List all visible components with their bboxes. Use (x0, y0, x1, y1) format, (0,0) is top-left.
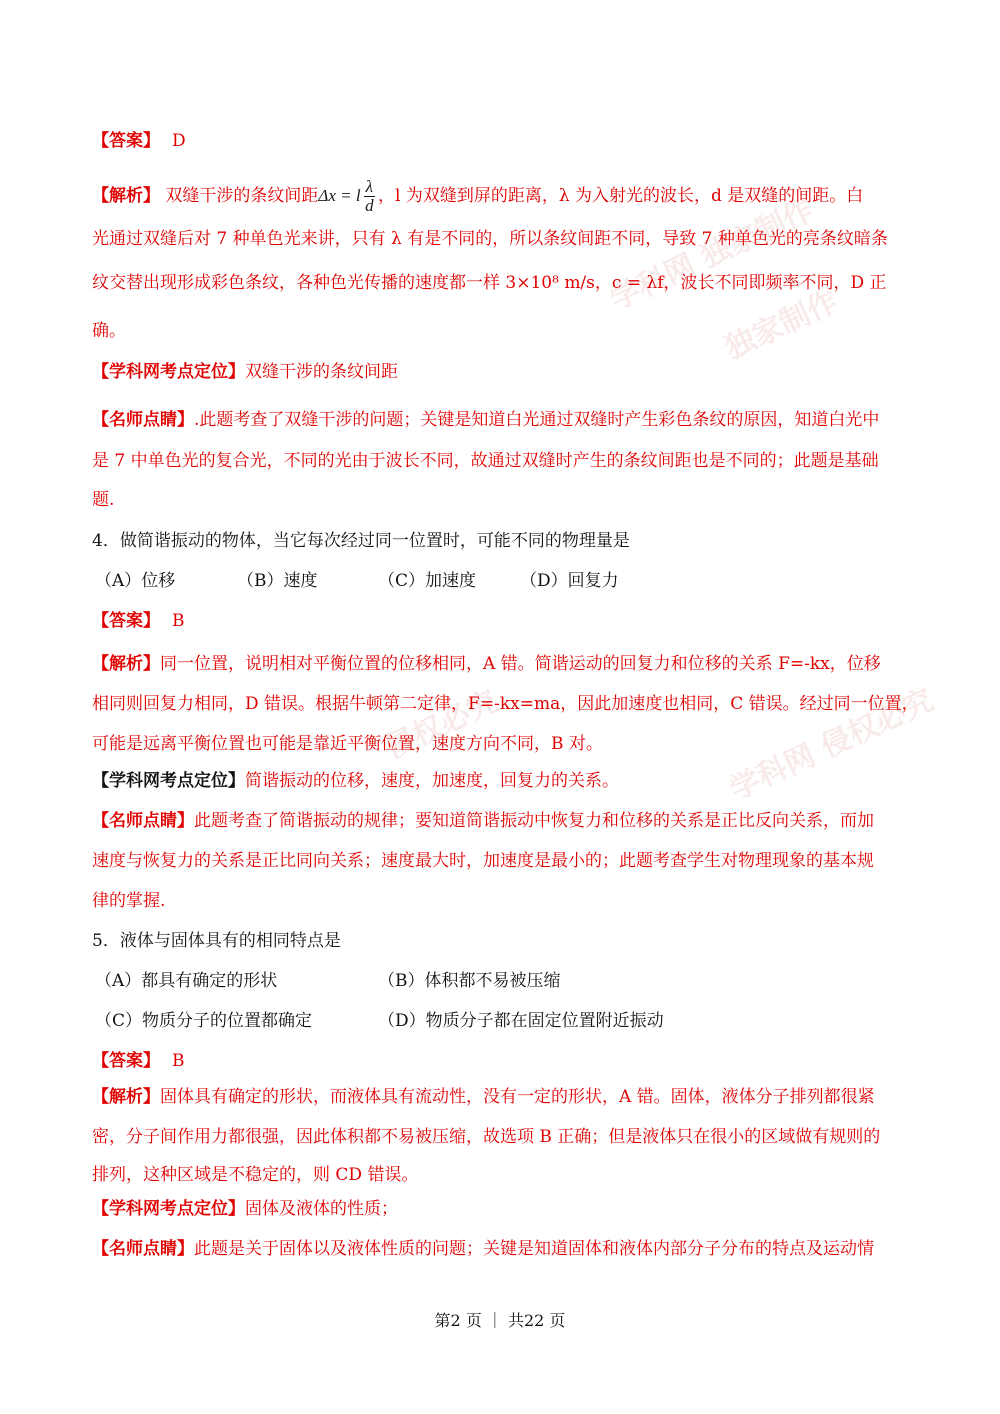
answer-value: D (172, 131, 186, 151)
analysis-text: ，l 为双缝到屏的距离，λ 为入射光的波长，d 是双缝的间距。白 (378, 186, 864, 206)
q3-analysis-line-4: 确。 (92, 321, 126, 341)
q5-answer (92, 1050, 912, 1072)
page-footer: 第2 页 ｜ 共22 页 (434, 1311, 566, 1330)
q4-option-d: （D）回复力 (520, 571, 619, 591)
q5-point (92, 1198, 912, 1220)
q3-comment-line-2: 是 7 中单色光的复合光，不同的光由于波长不同，故通过双缝时产生的条纹间距也是不同的；此题是基础 (92, 451, 879, 471)
q4-analysis-line-3: 可能是远离平衡位置也可能是靠近平衡位置，速度方向不同，B 对。 (92, 734, 603, 754)
answer-tag: 【答案】 (92, 131, 160, 151)
q3-comment-line-3: 题. (92, 490, 115, 510)
analysis-text: 双缝干涉的条纹间距 (165, 186, 319, 206)
q5-analysis-line-1 (92, 1086, 912, 1108)
comment-text: 此题是关于固体以及液体性质的问题；关键是知道固体和液体内部分子分布的特点及运动情 (194, 1239, 874, 1259)
q3-answer (92, 130, 912, 152)
q3-point (92, 361, 912, 383)
comment-tag: 【名师点睛】 (92, 1239, 194, 1259)
q5-stem: 5．液体与固体具有的相同特点是 (92, 931, 341, 951)
q3-comment-line-1 (92, 409, 912, 431)
q4-analysis-line-2: 相同则回复力相同，D 错误。根据牛顿第二定律，F=-kx=ma，因此加速度也相同，C 错误。经过同一位置， (92, 694, 919, 714)
q4-option-c: （C）加速度 (378, 571, 477, 591)
point-tag: 【学科网考点定位】 (92, 1199, 245, 1219)
answer-tag: 【答案】 (92, 611, 160, 631)
q4-point (92, 770, 912, 792)
comment-tag: 【名师点睛】 (92, 811, 194, 831)
q4-comment-line-1 (92, 810, 912, 832)
q5-option-d: （D）物质分子都在固定位置附近振动 (378, 1011, 664, 1031)
watermark: 学科网 独家制作 (604, 192, 820, 318)
point-text: 简谐振动的位移，速度，加速度，回复力的关系。 (245, 771, 619, 791)
answer-value: B (172, 611, 185, 631)
q3-analysis-line-1 (92, 178, 912, 215)
q3-analysis-line-2: 光通过双缝后对 7 种单色光来讲，只有 λ 有是不同的，所以条纹间距不同，导致 7 种单色光的亮条纹暗条 (92, 229, 888, 249)
point-tag: 【学科网考点定位】 (92, 362, 245, 382)
q4-comment-line-3: 律的掌握. (92, 891, 166, 911)
comment-tag: 【名师点睛】 (92, 410, 194, 430)
watermark: 侵权必究 (379, 683, 504, 767)
q5-analysis-line-2: 密，分子间作用力都很强，因此体积都不易被压缩，故选项 B 正确；但是液体只在很小的区域做有规则的 (92, 1127, 881, 1147)
comment-text: .此题考查了双缝干涉的问题；关键是知道白光通过双缝时产生彩色条纹的原因，知道白光中 (194, 410, 880, 430)
point-text: 双缝干涉的条纹间距 (245, 362, 398, 382)
q4-stem: 4．做简谐振动的物体，当它每次经过同一位置时，可能不同的物理量是 (92, 531, 630, 551)
q4-option-b: （B）速度 (237, 571, 318, 591)
q3-analysis-line-3: 纹交替出现形成彩色条纹，各种色光传播的速度都一样 3×10⁸ m/s，c = λf，波长不同即频率不同，D 正 (92, 273, 887, 293)
point-tag: 【学科网考点定位】 (92, 771, 245, 791)
watermark: 学科网 侵权必究 (724, 682, 940, 808)
point-text: 固体及液体的性质； (245, 1199, 398, 1219)
answer-value: B (172, 1051, 185, 1071)
watermark: 独家制作 (719, 283, 844, 367)
formula-fraction: $\frac{\lambda}{d}$ (365, 177, 374, 215)
q5-comment-line-1 (92, 1238, 912, 1260)
analysis-text: 固体具有确定的形状，而液体具有流动性，没有一定的形状，A 错。固体，液体分子排列都很紧 (160, 1087, 875, 1107)
q4-comment-line-2: 速度与恢复力的关系是正比同向关系；速度最大时，加速度是最小的；此题考查学生对物理现象的基本规 (92, 851, 874, 871)
q5-option-b: （B）体积都不易被压缩 (378, 971, 561, 991)
analysis-text: 同一位置，说明相对平衡位置的位移相同，A 错。简谐运动的回复力和位移的关系 F=-kx，位移 (160, 654, 881, 674)
analysis-tag: 【解析】 (92, 186, 160, 206)
comment-text: 此题考查了简谐振动的规律；要知道简谐振动中恢复力和位移的关系是正比反向关系，而加 (194, 811, 874, 831)
q5-option-c: （C）物质分子的位置都确定 (95, 1011, 313, 1031)
q5-option-a: （A）都具有确定的形状 (95, 971, 278, 991)
analysis-tag: 【解析】 (92, 654, 160, 674)
q5-analysis-line-3: 排列，这种区域是不稳定的，则 CD 错误。 (92, 1165, 419, 1185)
q4-analysis-line-1 (92, 653, 912, 675)
analysis-tag: 【解析】 (92, 1087, 160, 1107)
answer-tag: 【答案】 (92, 1051, 160, 1071)
q4-answer (92, 610, 912, 632)
formula: Δx = l (318, 186, 361, 205)
q4-option-a: （A）位移 (95, 571, 176, 591)
